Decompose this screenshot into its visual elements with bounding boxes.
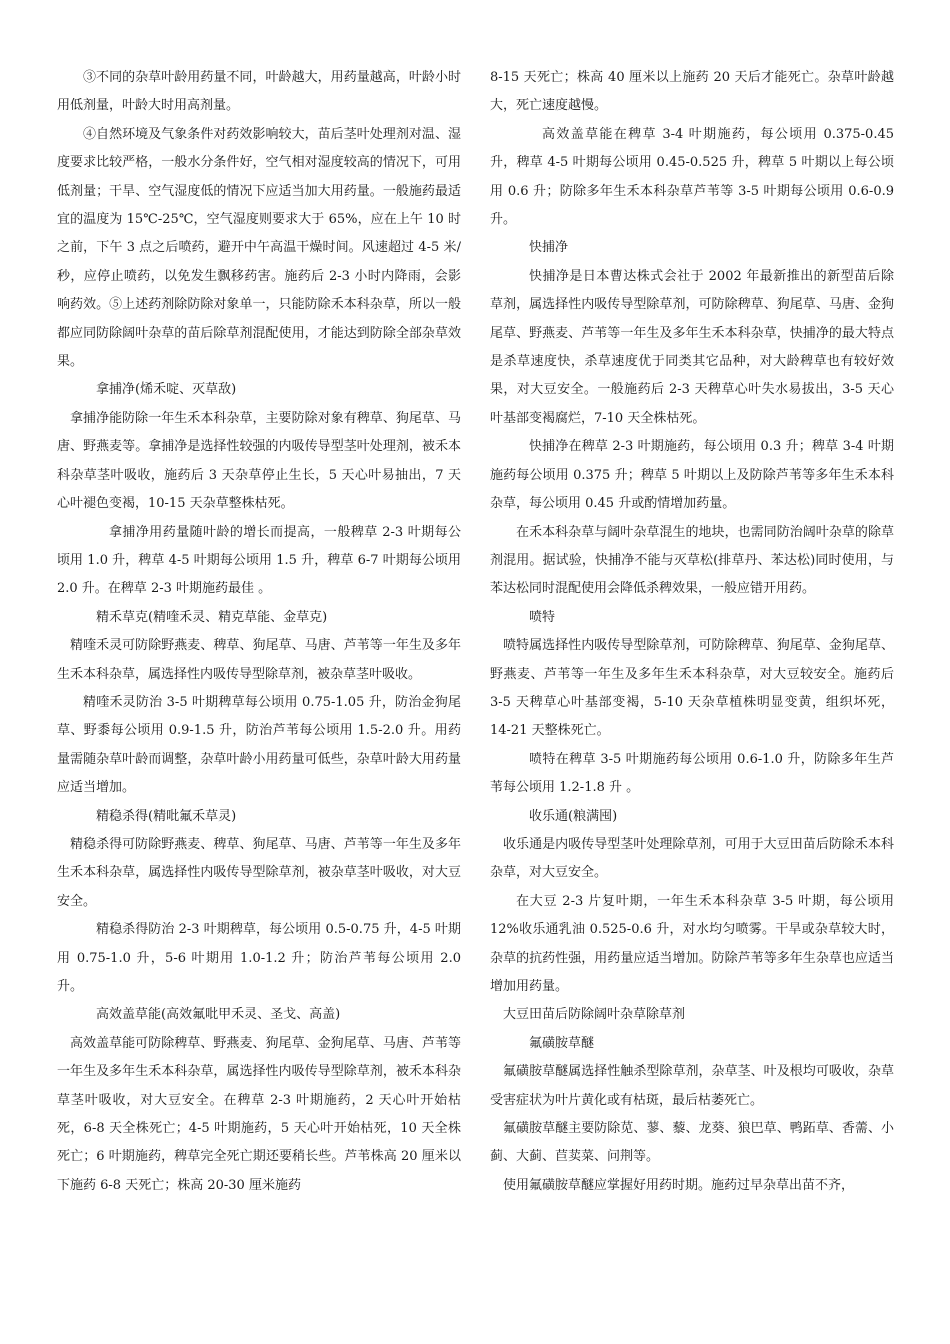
paragraph: 精喹禾灵可防除野燕麦、稗草、狗尾草、马唐、芦苇等一年生及多年生禾本科杂草，属选择性内吸传导型除草剂，被杂草茎叶吸收。: [57, 638, 461, 682]
right-column: [490, 64, 894, 1200]
paragraph: 8-15 天死亡；株高 40 厘米以上施药 20 天后才能死亡。杂草叶龄越大，死亡速度越慢。: [490, 70, 894, 114]
paragraph: 氟磺胺草醚主要防除苋、蓼、藜、龙葵、狼巴草、鸭跖草、香薷、小蓟、大蓟、苣荬菜、问荆等。: [490, 1121, 894, 1165]
paragraph: ④自然环境及气象条件对药效影响较大，苗后茎叶处理剂对温、湿度要求比较严格，一般水分条件好，空气相对湿度较高的情况下，可用低剂量；干旱、空气湿度低的情况下应适当加大用药量。一般施药最适宜的温度为 15℃-25℃，空气湿度则要求大于 65%，应在上午 10 时之前，下午 3 点之后喷药，避开中午高温干燥时间。风速超过 4-5 米/秒，应停止喷药，以免发生飘移药害。施药后 2-3 小时内降雨，会影响药效。⑤上述药剂除防除对象单一，只能防除禾本科杂草，所以一般都应同防除阔叶杂草的苗后除草剂混配使用，才能达到防除全部杂草效果。: [57, 126, 461, 370]
paragraph: 快捕净在稗草 2-3 叶期施药，每公顷用 0.3 升；稗草 3-4 叶期施药每公顷用 0.375 升；稗草 5 叶期以上及防除芦苇等多年生禾本科杂草，每公顷用 0.45 升或酌情增加药量。: [490, 439, 894, 512]
paragraph: 高效盖草能在稗草 3-4 叶期施药，每公顷用 0.375-0.45 升，稗草 4-5 叶期每公顷用 0.45-0.525 升，稗草 5 叶期以上每公顷用 0.6 升；防除多年生禾本科杂草芦苇等 3-5 叶期每公顷用 0.6-0.9 升。: [490, 126, 894, 228]
section-heading: 拿捕净(烯禾啶、灭草敌): [96, 382, 237, 398]
paragraph: 在禾本科杂草与阔叶杂草混生的地块，也需同防治阔叶杂草的除草剂混用。据试验，快捕净不能与灭草松(排草丹、苯达松)同时使用，与苯达松同时混配使用会降低杀稗效果，一般应错开用药。: [490, 524, 894, 597]
paragraph: 快捕净是日本曹达株式会社于 2002 年最新推出的新型苗后除草剂，属选择性内吸传导型除草剂，可防除稗草、狗尾草、马唐、金狗尾草、野燕麦、芦苇等一年生及多年生禾本科杂草，快捕净的最大特点是杀草速度快，杀草速度优于同类其它品种，对大龄稗草也有较好效果，对大豆安全。一般施药后 2-3 天稗草心叶失水易拔出，3-5 天心叶基部变褐腐烂，7-10 天全株枯死。: [490, 268, 894, 426]
section-heading: 精禾草克(精喹禾灵、精克草能、金草克): [96, 609, 328, 625]
paragraph: 喷特在稗草 3-5 叶期施药每公顷用 0.6-1.0 升，防除多年生芦苇每公顷用 1.2-1.8 升 。: [490, 751, 894, 796]
paragraph: 拿捕净用药量随叶龄的增长而提高，一般稗草 2-3 叶期每公顷用 1.0 升，稗草 4-5 叶期每公顷用 1.5 升，稗草 6-7 叶期每公顷用 2.0 升。在稗草 2-3 叶期施药最佳 。: [57, 524, 461, 597]
left-column: [57, 64, 461, 1200]
paragraph: 精稳杀得可防除野燕麦、稗草、狗尾草、马唐、芦苇等一年生及多年生禾本科杂草，属选择性内吸传导型除草剂，被杂草茎叶吸收，对大豆安全。: [57, 836, 461, 909]
paragraph: 精喹禾灵防治 3-5 叶期稗草每公顷用 0.75-1.05 升，防治金狗尾草、野黍每公顷用 0.9-1.5 升，防治芦苇每公顷用 1.5-2.0 升。用药量需随杂草叶龄而调整，杂草叶龄小用药量可低些，杂草叶龄大用药量应适当增加。: [57, 694, 461, 796]
paragraph: 收乐通是内吸传导型茎叶处理除草剂，可用于大豆田苗后防除禾本科杂草，对大豆安全。: [490, 836, 894, 881]
section-heading: 喷特: [529, 609, 556, 625]
paragraph: 氟磺胺草醚属选择性触杀型除草剂，杂草茎、叶及根均可吸收，杂草受害症状为叶片黄化或有枯斑，最后枯萎死亡。: [490, 1064, 894, 1108]
section-heading: 氟磺胺草醚: [529, 1035, 595, 1051]
paragraph: 精稳杀得防治 2-3 叶期稗草，每公顷用 0.5-0.75 升，4-5 叶期用 0.75-1.0 升，5-6 叶期用 1.0-1.2 升；防治芦苇每公顷用 2.0 升。: [57, 922, 461, 994]
section-heading: 收乐通(粮满囤): [529, 808, 618, 824]
paragraph: 拿捕净能防除一年生禾本科杂草，主要防除对象有稗草、狗尾草、马唐、野燕麦等。拿捕净是选择性较强的内吸传导型茎叶处理剂，被禾本科杂草茎叶吸收，施药后 3 天杂草停止生长，5 天心叶易抽出，7 天心叶褪色变褐，10-15 天杂草整株枯死。: [57, 410, 461, 512]
paragraph: ③不同的杂草叶龄用药量不同，叶龄越大，用药量越高，叶龄小时用低剂量，叶龄大时用高剂量。: [57, 70, 461, 114]
paragraph: 使用氟磺胺草醚应掌握好用药时期。施药过早杂草出苗不齐，: [503, 1177, 855, 1193]
paragraph: 喷特属选择性内吸传导型除草剂，可防除稗草、狗尾草、金狗尾草、野燕麦、芦苇等一年生及多年生禾本科杂草，对大豆较安全。施药后 3-5 天稗草心叶基部变褐，5-10 天杂草植株明显变黄，组织坏死，14-21 天整株死亡。: [490, 638, 894, 739]
paragraph: 在大豆 2-3 片复叶期，一年生禾本科杂草 3-5 叶期，每公顷用 12%收乐通乳油 0.525-0.6 升，对水均匀喷雾。干旱或杂草较大时，杂草的抗药性强，用药量应适当增加。防除芦苇等多年生杂草也应适当增加用药量。: [490, 893, 894, 994]
paragraph: 高效盖草能可防除稗草、野燕麦、狗尾草、金狗尾草、马唐、芦苇等一年生及多年生禾本科杂草，属选择性内吸传导型除草剂，被禾本科杂草茎叶吸收，对大豆安全。在稗草 2-3 叶期施药，2 天心叶开始枯死，6-8 天全株死亡；4-5 叶期施药，5 天心叶开始枯死，10 天全株死亡；6 叶期施药，稗草完全死亡期还要稍长些。芦苇株高 20 厘米以下施药 6-8 天死亡；株高 20-30 厘米施药: [57, 1035, 461, 1193]
section-heading: 快捕净: [529, 240, 569, 256]
section-heading: 精稳杀得(精吡氟禾草灵): [96, 808, 237, 824]
section-heading: 大豆田苗后防除阔叶杂草除草剂: [503, 1007, 686, 1023]
section-heading: 高效盖草能(高效氟吡甲禾灵、圣戈、高盖): [96, 1007, 341, 1023]
